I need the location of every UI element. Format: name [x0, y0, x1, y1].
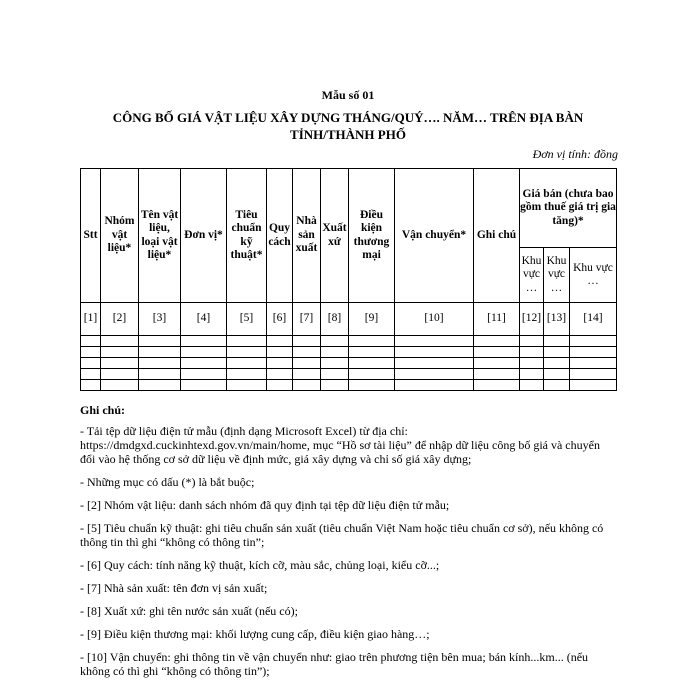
column-number-row — [81, 303, 617, 336]
header-stt: Stt — [81, 169, 101, 303]
notes-section — [78, 403, 618, 678]
column-number: [5] — [227, 303, 267, 336]
note-item: - [10] Vận chuyển: ghi thông tin về vận chuyển như: giao trên phương tiện bên mua; bán kính...km... (nếu không có thì ghi “không có thông tin”); — [80, 650, 589, 678]
column-number: [9] — [349, 303, 395, 336]
column-number: [4] — [181, 303, 227, 336]
column-number: [12] — [520, 303, 544, 336]
column-number: [2] — [101, 303, 139, 336]
empty-table-row — [81, 380, 617, 391]
note-item: - [8] Xuất xứ: ghi tên nước sản xuất (nếu có); — [80, 604, 298, 618]
header-technical-standard: Tiêu chuẩn kỹ thuật* — [227, 169, 267, 303]
empty-table-row — [81, 369, 617, 380]
header-material-name: Tên vật liệu, loại vật liệu* — [139, 169, 181, 303]
notes-heading: Ghi chú: — [80, 403, 126, 417]
note-item: - Những mục có dấu (*) là bắt buộc; — [80, 475, 255, 489]
document-page — [78, 88, 618, 687]
empty-table-row — [81, 347, 617, 358]
header-manufacturer: Nhà sản xuất — [293, 169, 321, 303]
column-number: [8] — [321, 303, 349, 336]
empty-table-row — [81, 358, 617, 369]
note-item: - [6] Quy cách: tính năng kỹ thuật, kích cỡ, màu sắc, chủng loại, kiểu cỡ...; — [80, 558, 440, 572]
column-number: [3] — [139, 303, 181, 336]
header-region-3: Khu vực … — [570, 248, 617, 303]
column-number: [10] — [395, 303, 474, 336]
unit-note: Đơn vị tính: đồng — [532, 147, 618, 161]
header-selling-price: Giá bán (chưa bao gồm thuế giá trị gia tăng)* — [520, 169, 617, 248]
note-item: - Tải tệp dữ liệu điện tử mẫu (định dạng Microsoft Excel) từ địa chỉ: https://dmdgxd.cuckinhtexd.gov.vn/main/home, mục “Hồ sơ tài liệu” để nhập dữ liệu công bố giá và chuyển đổi vào hệ thống cơ sở dữ liệu về định mức, giá xây dựng và chỉ số giá xây dựng; — [80, 424, 600, 466]
column-number: [1] — [81, 303, 101, 336]
header-transport: Vận chuyển* — [395, 169, 474, 303]
header-material-group: Nhóm vật liệu* — [101, 169, 139, 303]
header-origin: Xuất xứ — [321, 169, 349, 303]
column-number: [13] — [544, 303, 570, 336]
note-item: - [9] Điều kiện thương mại: khối lượng cung cấp, điều kiện giao hàng…; — [80, 627, 430, 641]
note-item: - [5] Tiêu chuẩn kỹ thuật: ghi tiêu chuẩn sản xuất (tiêu chuẩn Việt Nam hoặc tiêu chuẩn cơ sở), nếu không có thông tin thì ghi “không có thông tin”; — [80, 521, 604, 549]
column-number: [11] — [474, 303, 520, 336]
header-region-2: Khu vực … — [544, 248, 570, 303]
header-region-1: Khu vực … — [520, 248, 544, 303]
header-specification: Quy cách — [267, 169, 293, 303]
note-item: - [7] Nhà sản xuất: tên đơn vị sản xuất; — [80, 581, 268, 595]
header-row — [81, 169, 617, 248]
header-unit: Đơn vị* — [181, 169, 227, 303]
column-number: [6] — [267, 303, 293, 336]
document-title: CÔNG BỐ GIÁ VẬT LIỆU XÂY DỰNG THÁNG/QUÝ…. NĂM… TRÊN ĐỊA BÀN TỈNH/THÀNH PHỐ — [112, 110, 584, 142]
column-number: [14] — [570, 303, 617, 336]
header-trade-terms: Điều kiện thương mại — [349, 169, 395, 303]
price-table — [80, 168, 617, 391]
note-item: - [2] Nhóm vật liệu: danh sách nhóm đã quy định tại tệp dữ liệu điện tử mẫu; — [80, 498, 450, 512]
empty-table-row — [81, 336, 617, 347]
header-notes: Ghi chú — [474, 169, 520, 303]
column-number: [7] — [293, 303, 321, 336]
form-number: Mẫu số 01 — [321, 88, 375, 102]
